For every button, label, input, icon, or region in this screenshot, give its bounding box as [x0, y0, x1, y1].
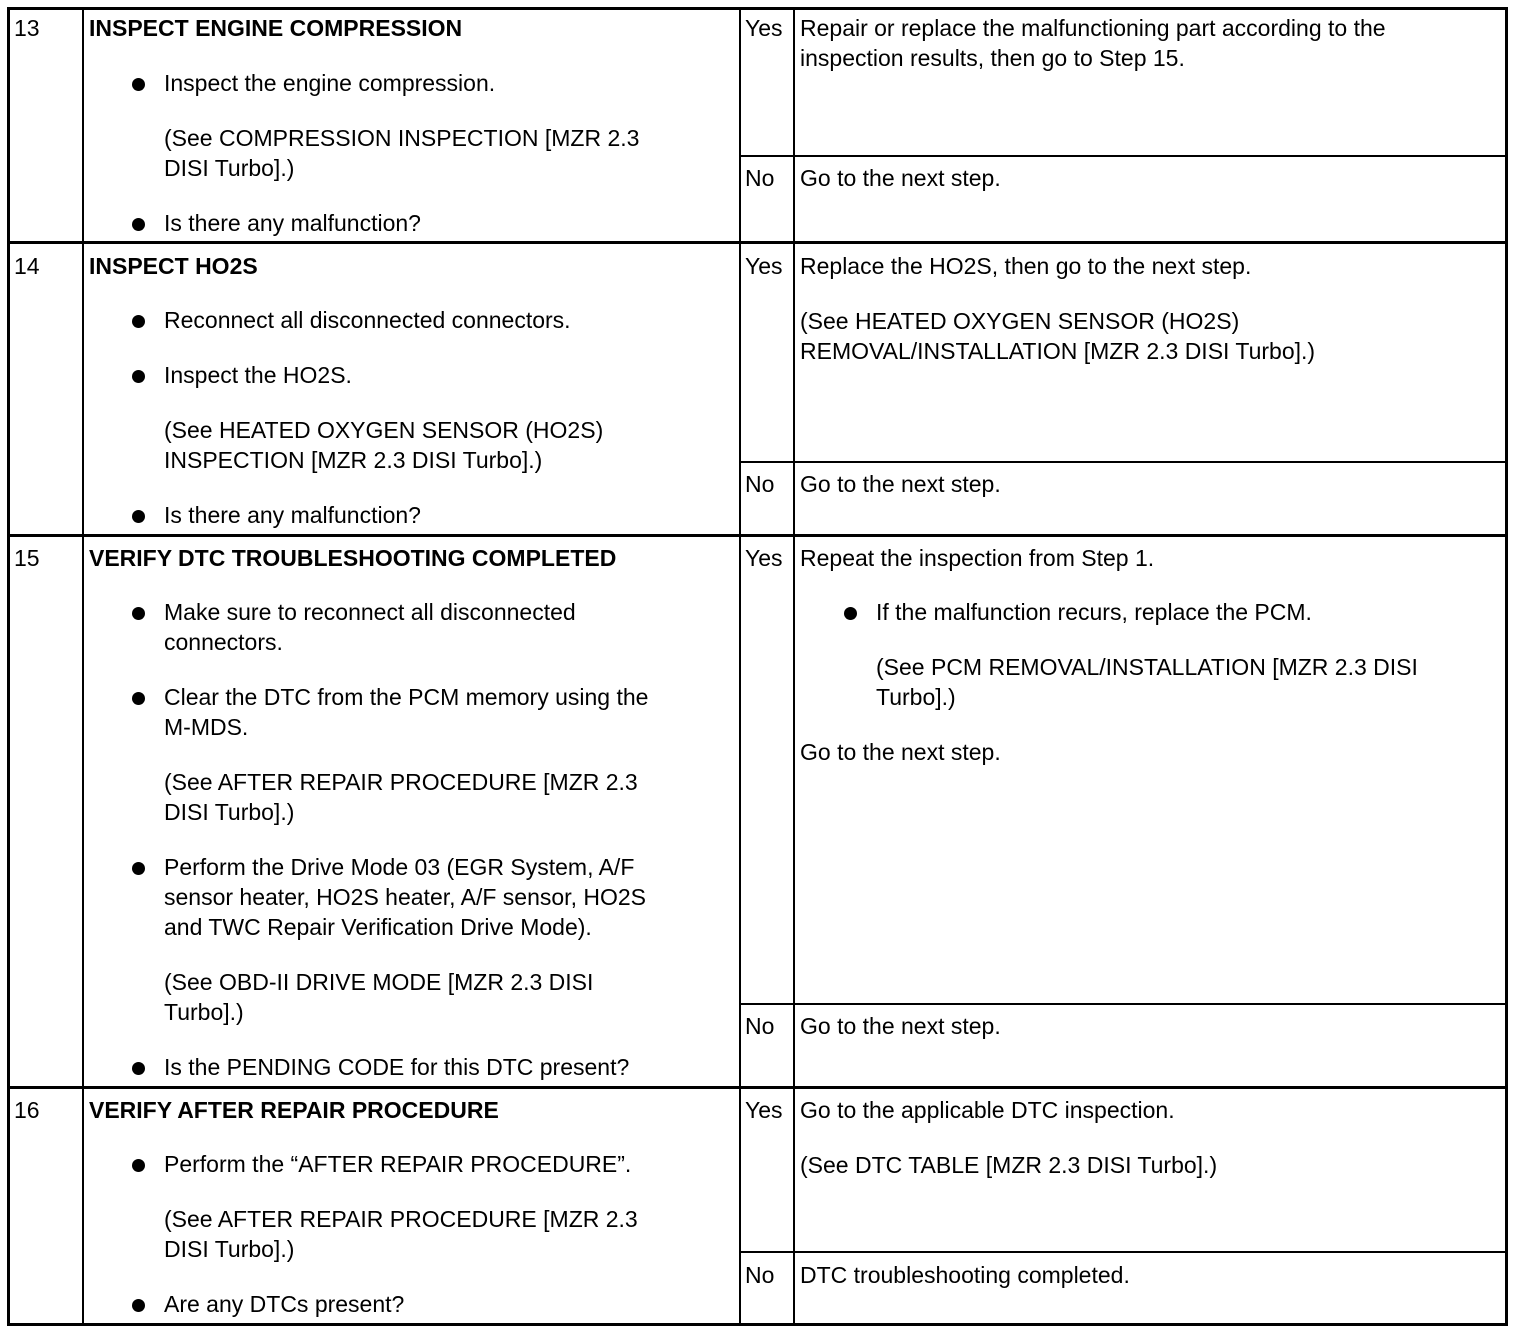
- action-text: Go to the applicable DTC inspection.: [800, 1097, 1175, 1123]
- action-text: Go to the next step.: [800, 471, 1001, 497]
- yes-no-divider: [739, 1003, 1508, 1005]
- procedure-text: M-MDS.: [164, 714, 249, 740]
- procedure-text: Make sure to reconnect all disconnected: [164, 599, 576, 625]
- reference-text: (See HEATED OXYGEN SENSOR (HO2S): [800, 308, 1240, 334]
- reference-text: Turbo].): [164, 999, 244, 1025]
- action-text: Go to the next step.: [800, 739, 1001, 765]
- step-title: INSPECT HO2S: [89, 253, 258, 279]
- bullet-icon: [132, 1159, 145, 1172]
- column-divider: [793, 7, 795, 1326]
- column-divider: [739, 7, 741, 1326]
- action-text: Repeat the inspection from Step 1.: [800, 545, 1155, 571]
- bullet-icon: [844, 607, 857, 620]
- reference-text: (See COMPRESSION INSPECTION [MZR 2.3: [164, 125, 640, 151]
- bullet-icon: [132, 218, 145, 231]
- action-text: inspection results, then go to Step 15.: [800, 45, 1185, 71]
- procedure-text: Is the PENDING CODE for this DTC present?: [164, 1054, 630, 1080]
- procedure-text: Is there any malfunction?: [164, 210, 421, 236]
- reference-text: (See AFTER REPAIR PROCEDURE [MZR 2.3: [164, 1206, 638, 1232]
- reference-text: (See OBD-II DRIVE MODE [MZR 2.3 DISI: [164, 969, 594, 995]
- procedure-text: Perform the Drive Mode 03 (EGR System, A/F: [164, 854, 635, 880]
- step-title: VERIFY AFTER REPAIR PROCEDURE: [89, 1097, 499, 1123]
- no-label: No: [745, 165, 775, 191]
- row-divider: [7, 1086, 1508, 1089]
- reference-text: REMOVAL/INSTALLATION [MZR 2.3 DISI Turbo].): [800, 338, 1316, 364]
- no-label: No: [745, 1262, 775, 1288]
- action-text: DTC troubleshooting completed.: [800, 1262, 1130, 1288]
- procedure-text: Perform the “AFTER REPAIR PROCEDURE”.: [164, 1151, 632, 1177]
- bullet-icon: [132, 692, 145, 705]
- procedure-text: Inspect the engine compression.: [164, 70, 496, 96]
- reference-text: INSPECTION [MZR 2.3 DISI Turbo].): [164, 447, 543, 473]
- reference-text: (See PCM REMOVAL/INSTALLATION [MZR 2.3 DISI: [876, 654, 1418, 680]
- step-number: 16: [14, 1097, 40, 1123]
- step-number: 14: [14, 253, 40, 279]
- procedure-text: sensor heater, HO2S heater, A/F sensor, HO2S: [164, 884, 646, 910]
- reference-text: (See HEATED OXYGEN SENSOR (HO2S): [164, 417, 604, 443]
- yes-label: Yes: [745, 1097, 783, 1123]
- step-number: 15: [14, 545, 40, 571]
- yes-label: Yes: [745, 15, 783, 41]
- bullet-icon: [132, 1299, 145, 1312]
- column-divider: [82, 7, 84, 1326]
- procedure-text: connectors.: [164, 629, 283, 655]
- no-label: No: [745, 471, 775, 497]
- yes-no-divider: [739, 1251, 1508, 1253]
- step-title: INSPECT ENGINE COMPRESSION: [89, 15, 463, 41]
- procedure-text: Inspect the HO2S.: [164, 362, 352, 388]
- reference-text: (See DTC TABLE [MZR 2.3 DISI Turbo].): [800, 1152, 1218, 1178]
- procedure-text: and TWC Repair Verification Drive Mode).: [164, 914, 592, 940]
- bullet-icon: [132, 607, 145, 620]
- bullet-icon: [132, 78, 145, 91]
- reference-text: (See AFTER REPAIR PROCEDURE [MZR 2.3: [164, 769, 638, 795]
- bullet-icon: [132, 862, 145, 875]
- action-text: Repair or replace the malfunctioning part according to the: [800, 15, 1386, 41]
- no-label: No: [745, 1013, 775, 1039]
- bullet-icon: [132, 315, 145, 328]
- row-divider: [7, 534, 1508, 537]
- row-divider: [7, 241, 1508, 244]
- action-text: Replace the HO2S, then go to the next step.: [800, 253, 1252, 279]
- reference-text: Turbo].): [876, 684, 956, 710]
- bullet-icon: [132, 370, 145, 383]
- procedure-text: Are any DTCs present?: [164, 1291, 405, 1317]
- reference-text: DISI Turbo].): [164, 799, 295, 825]
- procedure-text: Is there any malfunction?: [164, 502, 421, 528]
- procedure-text: Clear the DTC from the PCM memory using the: [164, 684, 649, 710]
- bullet-icon: [132, 510, 145, 523]
- reference-text: DISI Turbo].): [164, 155, 295, 181]
- bullet-icon: [132, 1062, 145, 1075]
- yes-label: Yes: [745, 253, 783, 279]
- step-number: 13: [14, 15, 40, 41]
- action-text: Go to the next step.: [800, 1013, 1001, 1039]
- procedure-text: Reconnect all disconnected connectors.: [164, 307, 571, 333]
- action-text: Go to the next step.: [800, 165, 1001, 191]
- yes-no-divider: [739, 155, 1508, 157]
- action-text: If the malfunction recurs, replace the PCM.: [876, 599, 1312, 625]
- yes-label: Yes: [745, 545, 783, 571]
- step-title: VERIFY DTC TROUBLESHOOTING COMPLETED: [89, 545, 617, 571]
- reference-text: DISI Turbo].): [164, 1236, 295, 1262]
- yes-no-divider: [739, 461, 1508, 463]
